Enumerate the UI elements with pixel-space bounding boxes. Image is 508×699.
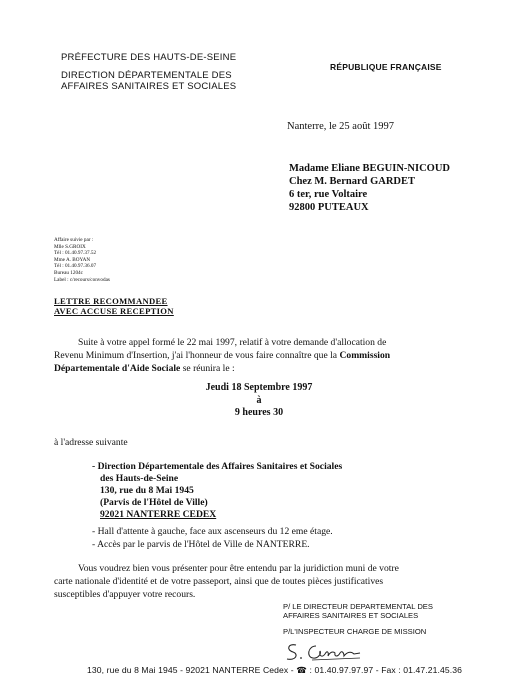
- closing-paragraph: [54, 562, 399, 601]
- location-line-4: (Parvis de l'Hôtel de Ville): [100, 497, 208, 508]
- footer-address: 130, rue du 8 Mai 1945 - 92021 NANTERRE Cedex - ☎ : 01.40.97.97.97 - Fax : 01.47.21.45.36: [87, 665, 463, 675]
- affaire-block: [54, 237, 110, 283]
- prefecture-title: PRÉFECTURE DES HAUTS-DE-SEINE: [61, 52, 237, 63]
- recipient-city: 92800 PUTEAUX: [289, 202, 369, 213]
- body-p1-line-2: [54, 349, 390, 362]
- location-line-2: des Hauts-de-Seine: [100, 473, 179, 484]
- lettre-line-1: LETTRE RECOMMANDEE: [54, 296, 168, 306]
- recipient-street: 6 ter, rue Voltaire: [289, 189, 368, 200]
- affaire-label: Affaire suivie par :: [54, 237, 94, 243]
- signature-line-2: AFFAIRES SANITAIRES ET SOCIALES: [283, 611, 419, 621]
- direction-line-1: DIRECTION DÉPARTEMENTALE DES: [61, 70, 232, 81]
- date-line: Nanterre, le 25 août 1997: [287, 121, 395, 132]
- meeting-time: 9 heures 30: [234, 407, 284, 418]
- affaire-contact-1: Mlle S.GROIX: [54, 243, 86, 250]
- lettre-line-2: AVEC ACCUSE RECEPTION: [54, 306, 174, 316]
- commission-name: Départementale d'Aide Sociale: [54, 363, 181, 374]
- affaire-phone-1: Tél : 01.40.97.37.52: [54, 250, 97, 257]
- recipient-name: Madame Eliane BEGUIN-NICOUD: [289, 163, 451, 174]
- adresse-suivante: à l'adresse suivante: [54, 437, 128, 448]
- signature-line-1: P/ LE DIRECTEUR DEPARTEMENTAL DES: [283, 602, 433, 611]
- closing-line-1: Vous voudrez bien vous présenter pour être entendu par la juridiction muni de votre: [78, 563, 399, 574]
- affaire-bureau: Bureau 1204c: [54, 269, 83, 276]
- signature-block: [283, 602, 433, 637]
- location-block: [92, 461, 342, 521]
- location-line-1: - Direction Départementale des Affaires Sanitaires et Sociales: [92, 461, 343, 472]
- hint-line-2: - Accès par le parvis de l'Hôtel de Ville de NANTERRE.: [92, 539, 310, 550]
- direction-line-2: AFFAIRES SANITAIRES ET SOCIALES: [61, 81, 237, 92]
- closing-line-3: susceptibles d'appuyer votre recours.: [54, 589, 196, 600]
- affaire-contact-2: Mme A. BOYAN: [54, 256, 91, 263]
- republique-francaise: RÉPUBLIQUE FRANÇAISE: [330, 62, 442, 72]
- hint-line-1: - Hall d'attente à gauche, face aux ascenseurs du 12 eme étage.: [92, 526, 333, 537]
- recipient-address: [289, 162, 450, 214]
- hints-block: [92, 525, 333, 551]
- body-p1-line-1: Suite à votre appel formé le 22 mai 1997, relatif à votre demande d'allocation de: [78, 337, 387, 348]
- location-line-3: 130, rue du 8 Mai 1945: [100, 485, 194, 496]
- affaire-label-ref: Label : c/recours/convodas: [54, 276, 110, 283]
- meeting-block: [184, 382, 334, 420]
- closing-line-2: carte nationale d'identité et de votre passeport, ainsi que de toutes pièces justificatives: [54, 576, 384, 587]
- location-line-5: 92021 NANTERRE CEDEX: [100, 509, 217, 520]
- body-p1-line-3b: se réunira le :: [180, 363, 235, 374]
- handwritten-signature: [282, 640, 364, 664]
- signature-line-3: P/L'INSPECTEUR CHARGE DE MISSION: [283, 627, 427, 637]
- meeting-a: à: [256, 394, 262, 406]
- commission-text: Commission: [339, 350, 391, 361]
- body-p1-line-2a: Revenu Minimum d'Insertion, j'ai l'honneur de vous faire connaître que la: [54, 350, 340, 361]
- body-p1-line-3: [54, 362, 390, 375]
- recipient-care-of: Chez M. Bernard GARDET: [289, 176, 415, 187]
- lettre-recommandee: [54, 296, 174, 316]
- body-paragraph-1: [54, 336, 390, 375]
- meeting-date: Jeudi 18 Septembre 1997: [205, 382, 313, 393]
- affaire-phone-2: Tél : 01.40.97.36.07: [54, 263, 97, 270]
